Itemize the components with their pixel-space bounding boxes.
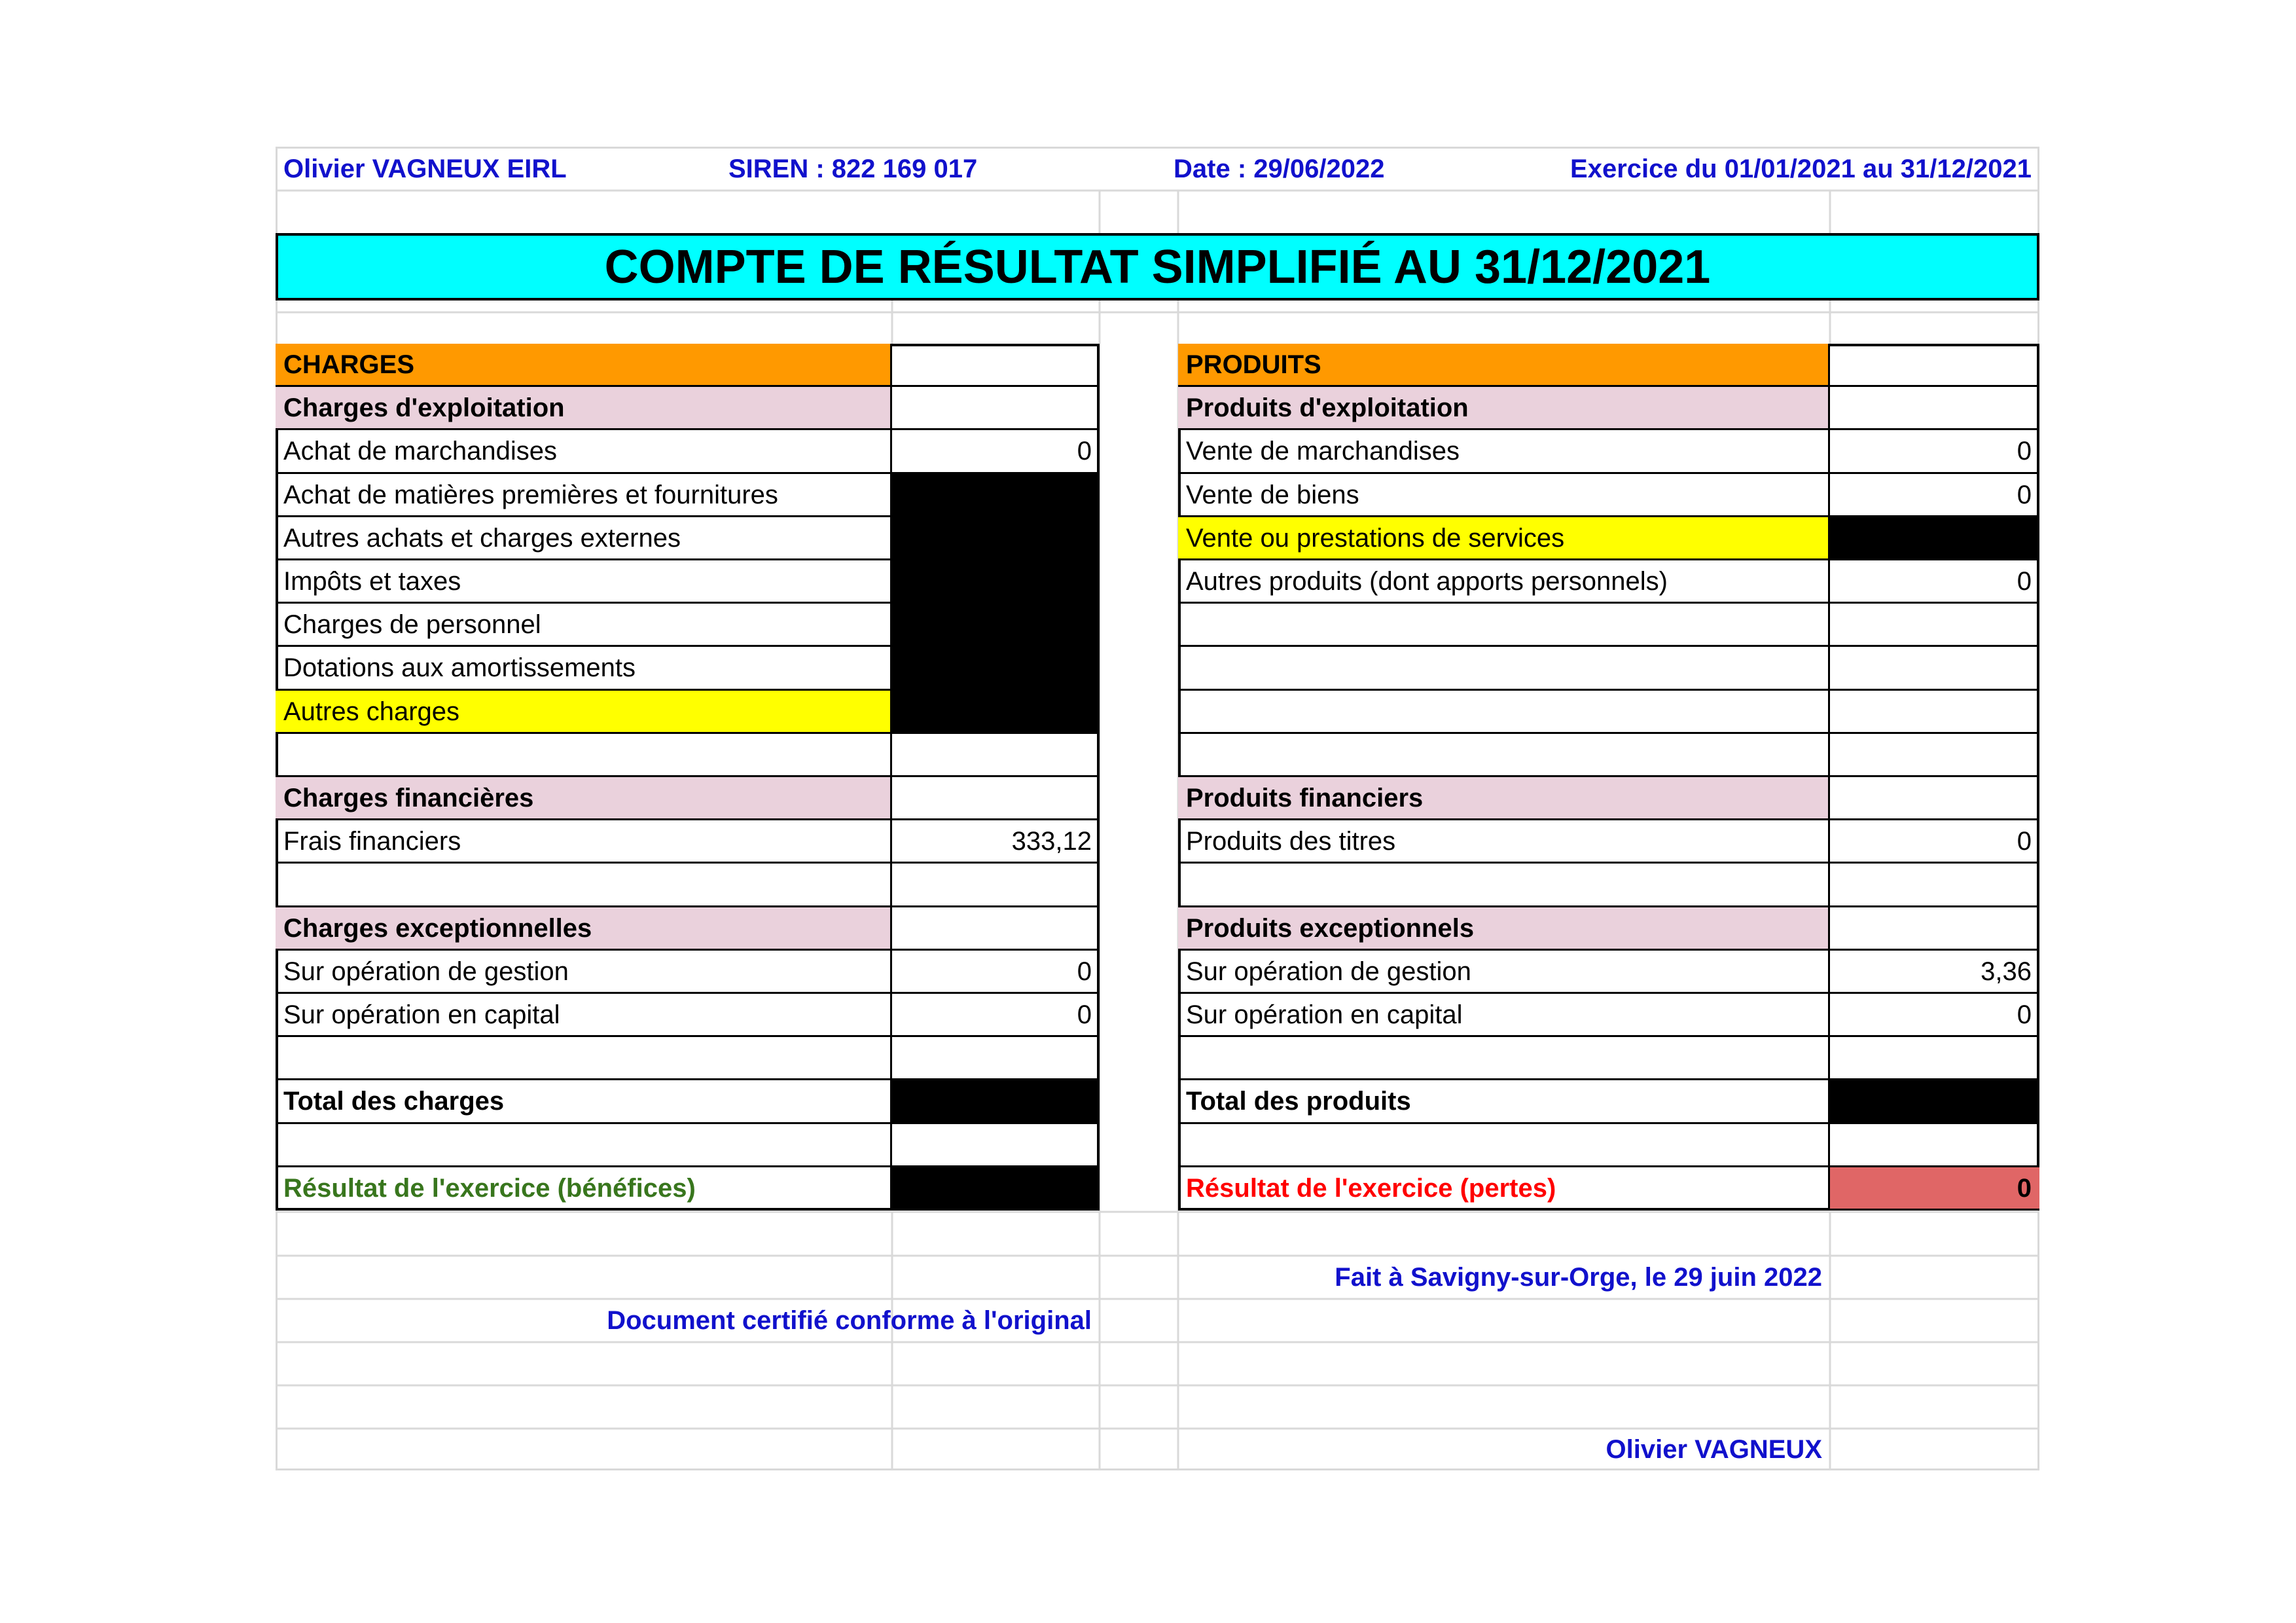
charges-exploitation-row-4-label: Charges de personnel — [276, 604, 892, 647]
resultat-pertes-value: 0 — [1830, 1167, 2039, 1211]
produits-blank-c-value — [1830, 691, 2039, 734]
charges-exploitation-row-4-value — [892, 604, 1100, 647]
produits-blank-a-value — [1830, 604, 2039, 647]
charges-exploitation-row-2-label: Autres achats et charges externes — [276, 517, 892, 560]
statement-date: Date : 29/06/2022 — [1174, 154, 1385, 183]
charges-exceptionnelles-row-0-label: Sur opération de gestion — [276, 951, 892, 994]
produits-blank-a-label — [1178, 604, 1830, 647]
produits-blank-e-value — [1830, 864, 2039, 907]
produits-exploitation-row-3-value: 0 — [1830, 560, 2039, 604]
charges-exceptionnelles-row-1-value: 0 — [892, 994, 1100, 1037]
produits-blank-d-value — [1830, 734, 2039, 777]
charges-exploitation-heading-label: Charges d'exploitation — [276, 387, 892, 430]
produits-blank-e-label — [1178, 864, 1830, 907]
charges-blank-2-value — [892, 864, 1100, 907]
produits-exceptionnels-heading-label: Produits exceptionnels — [1178, 907, 1830, 951]
charges-exceptionnelles-row-1-label: Sur opération en capital — [276, 994, 892, 1037]
signature-name: Olivier VAGNEUX — [1605, 1435, 1822, 1464]
produits-exploitation-heading-value — [1830, 387, 2039, 430]
produits-blank-g-label — [1178, 1124, 1830, 1167]
produits-financiers-heading-label: Produits financiers — [1178, 777, 1830, 820]
charges-blank-2-label — [276, 864, 892, 907]
produits-exploitation-row-1-value: 0 — [1830, 474, 2039, 517]
produits-exploitation-row-0-value: 0 — [1830, 430, 2039, 474]
charges-table — [276, 344, 1100, 1211]
total-charges-label: Total des charges — [276, 1080, 892, 1124]
produits-blank-g-value — [1830, 1124, 2039, 1167]
charges-exploitation-row-3-label: Impôts et taxes — [276, 560, 892, 604]
produits-blank-f-label — [1178, 1037, 1830, 1080]
produits-exploitation-row-1-label: Vente de biens — [1178, 474, 1830, 517]
charges-exceptionnelles-heading-label: Charges exceptionnelles — [276, 907, 892, 951]
produits-exploitation-row-3-label: Autres produits (dont apports personnels) — [1178, 560, 1830, 604]
charges-exceptionnelles-heading-value — [892, 907, 1100, 951]
charges-exploitation-row-3-value — [892, 560, 1100, 604]
certification-note: Document certifié conforme à l'original — [607, 1306, 1092, 1335]
total-produits-value — [1830, 1080, 2039, 1124]
charges-exploitation-row-2-value — [892, 517, 1100, 560]
place-and-date: Fait à Savigny-sur-Orge, le 29 juin 2022 — [1335, 1263, 1822, 1292]
produits-exceptionnels-heading-value — [1830, 907, 2039, 951]
charges-exploitation-row-5-value — [892, 647, 1100, 691]
produits-exceptionnels-row-1-value: 0 — [1830, 994, 2039, 1037]
produits-exploitation-row-2-value — [1830, 517, 2039, 560]
charges-exploitation-row-1-value — [892, 474, 1100, 517]
charges-exploitation-row-6-value — [892, 691, 1100, 734]
resultat-benefices-label: Résultat de l'exercice (bénéfices) — [276, 1167, 892, 1211]
produits-blank-f-value — [1830, 1037, 2039, 1080]
charges-blank-1-label — [276, 734, 892, 777]
charges-financieres-row-0-value: 333,12 — [892, 820, 1100, 864]
total-produits-label: Total des produits — [1178, 1080, 1830, 1124]
charges-exploitation-row-0-label: Achat de marchandises — [276, 430, 892, 474]
charges-exploitation-row-6-label: Autres charges — [276, 691, 892, 734]
produits-heading-value — [1830, 344, 2039, 387]
charges-financieres-row-0-label: Frais financiers — [276, 820, 892, 864]
charges-exploitation-row-5-label: Dotations aux amortissements — [276, 647, 892, 691]
statement-title: COMPTE DE RÉSULTAT SIMPLIFIÉ AU 31/12/2021 — [276, 233, 2039, 301]
produits-financiers-heading-value — [1830, 777, 2039, 820]
income-statement-sheet — [276, 147, 2039, 1470]
resultat-pertes-label: Résultat de l'exercice (pertes) — [1178, 1167, 1830, 1211]
resultat-benefices-value — [892, 1167, 1100, 1211]
produits-exploitation-row-0-label: Vente de marchandises — [1178, 430, 1830, 474]
charges-exploitation-heading-value — [892, 387, 1100, 430]
produits-exploitation-heading-label: Produits d'exploitation — [1178, 387, 1830, 430]
produits-financiers-row-0-value: 0 — [1830, 820, 2039, 864]
charges-financieres-heading-label: Charges financières — [276, 777, 892, 820]
charges-blank-4-label — [276, 1124, 892, 1167]
produits-financiers-row-0-label: Produits des titres — [1178, 820, 1830, 864]
produits-exceptionnels-row-0-value: 3,36 — [1830, 951, 2039, 994]
fiscal-period: Exercice du 01/01/2021 au 31/12/2021 — [1570, 154, 2032, 183]
company-name: Olivier VAGNEUX EIRL — [283, 154, 567, 183]
charges-exceptionnelles-row-0-value: 0 — [892, 951, 1100, 994]
charges-blank-3-label — [276, 1037, 892, 1080]
produits-table — [1178, 344, 2039, 1211]
produits-blank-b-label — [1178, 647, 1830, 691]
produits-blank-d-label — [1178, 734, 1830, 777]
charges-heading-label: CHARGES — [276, 344, 892, 387]
charges-financieres-heading-value — [892, 777, 1100, 820]
charges-blank-1-value — [892, 734, 1100, 777]
produits-heading-label: PRODUITS — [1178, 344, 1830, 387]
produits-exploitation-row-2-label: Vente ou prestations de services — [1178, 517, 1830, 560]
produits-exceptionnels-row-0-label: Sur opération de gestion — [1178, 951, 1830, 994]
charges-exploitation-row-1-label: Achat de matières premières et fournitures — [276, 474, 892, 517]
charges-exploitation-row-0-value: 0 — [892, 430, 1100, 474]
charges-blank-4-value — [892, 1124, 1100, 1167]
charges-heading-value — [892, 344, 1100, 387]
produits-exceptionnels-row-1-label: Sur opération en capital — [1178, 994, 1830, 1037]
produits-blank-b-value — [1830, 647, 2039, 691]
siren-number: SIREN : 822 169 017 — [728, 154, 978, 183]
charges-blank-3-value — [892, 1037, 1100, 1080]
total-charges-value — [892, 1080, 1100, 1124]
produits-blank-c-label — [1178, 691, 1830, 734]
